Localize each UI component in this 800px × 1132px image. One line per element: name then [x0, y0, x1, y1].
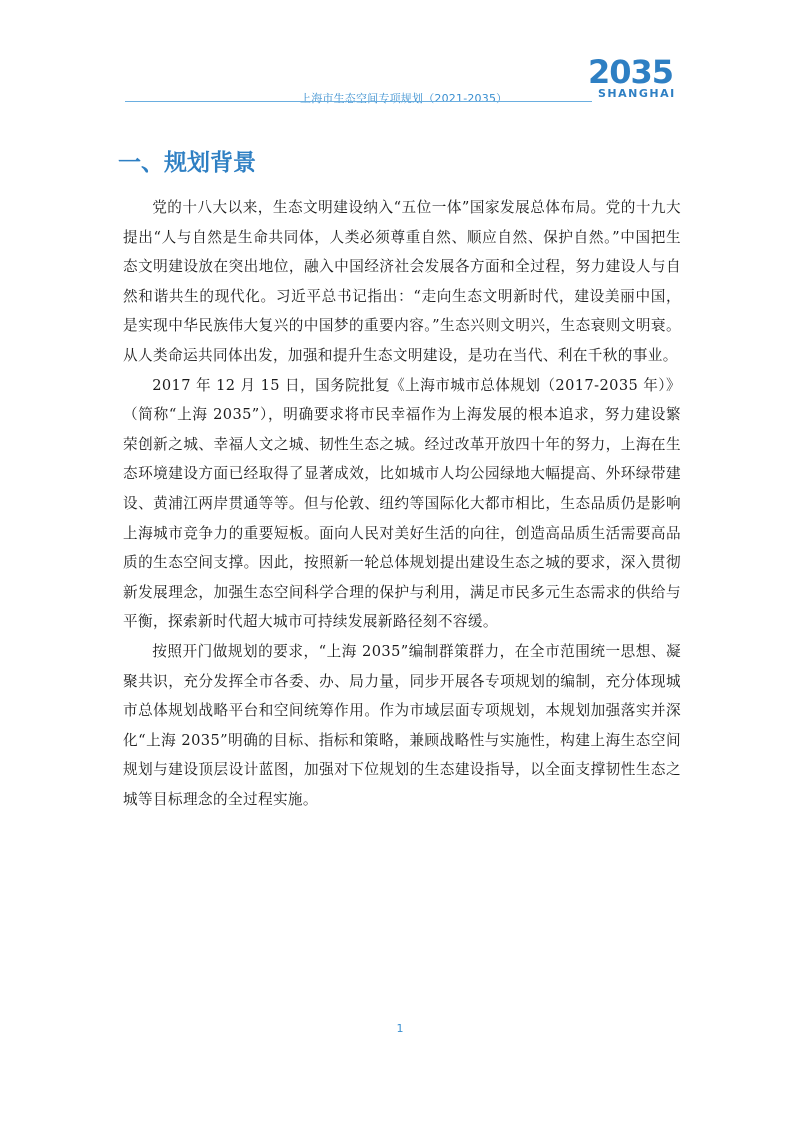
paragraph-3: 按照开门做规划的要求，“上海 2035”编制群策群力，在全市范围统一思想、凝聚共识，充分发挥全市各委、办、局力量，同步开展各专项规划的编制，充分体现城市总体规划战略平台和空间统筹作用。作为市域层面专项规划，本规划加强落实并深化“上海 2035”明确的目标、指标和策略，兼顾战略性与实施性，构建上海生态空间规划与建设顶层设计蓝图，加强对下位规划的生态建设指导，以全面支撑韧性生态之城等目标理念的全过程实施。: [123, 642, 681, 808]
body-text: [123, 193, 681, 814]
paragraph-2: 2017 年 12 月 15 日，国务院批复《上海市城市总体规划（2017-2035 年）》（简称“上海 2035”），明确要求将市民幸福作为上海发展的根本追求，努力建设繁荣创新之城、幸福人文之城、韧性生态之城。经过改革开放四十年的努力，上海在生态环境建设方面已经取得了显著成效，比如城市人均公园绿地大幅提高、外环绿带建设、黄浦江两岸贯通等等。但与伦敦、纽约等国际化大都市相比，生态品质仍是影响上海城市竞争力的重要短板。面向人民对美好生活的向往，创造高品质生活需要高品质的生态空间支撑。因此，按照新一轮总体规划提出建设生态之城的要求，深入贯彻新发展理念，加强生态空间科学合理的保护与利用，满足市民多元生态需求的供给与平衡，探索新时代超大城市可持续发展新路径刻不容缓。: [123, 376, 681, 631]
header-title: 上海市生态空间专项规划（2021-2035）: [300, 92, 508, 105]
logo-city: SHANGHAI: [598, 87, 676, 100]
paragraph-1: 党的十八大以来，生态文明建设纳入“五位一体”国家发展总体布局。党的十九大提出“人与自然是生命共同体，人类必须尊重自然、顺应自然、保护自然。”中国把生态文明建设放在突出地位，融入中国经济社会发展各方面和全过程，努力建设人与自然和谐共生的现代化。习近平总书记指出：“走向生态文明新时代，建设美丽中国，是实现中华民族伟大复兴的中国梦的重要内容。”生态兴则文明兴，生态衰则文明衰。从人类命运共同体出发，加强和提升生态文明建设，是功在当代、利在千秋的事业。: [123, 199, 681, 364]
page-number: 1: [396, 1022, 404, 1035]
header-divider: [125, 101, 592, 102]
section-heading: 一、规划背景: [118, 150, 256, 176]
shanghai-2035-logo: [588, 53, 688, 106]
logo-number: 2035: [588, 53, 674, 91]
